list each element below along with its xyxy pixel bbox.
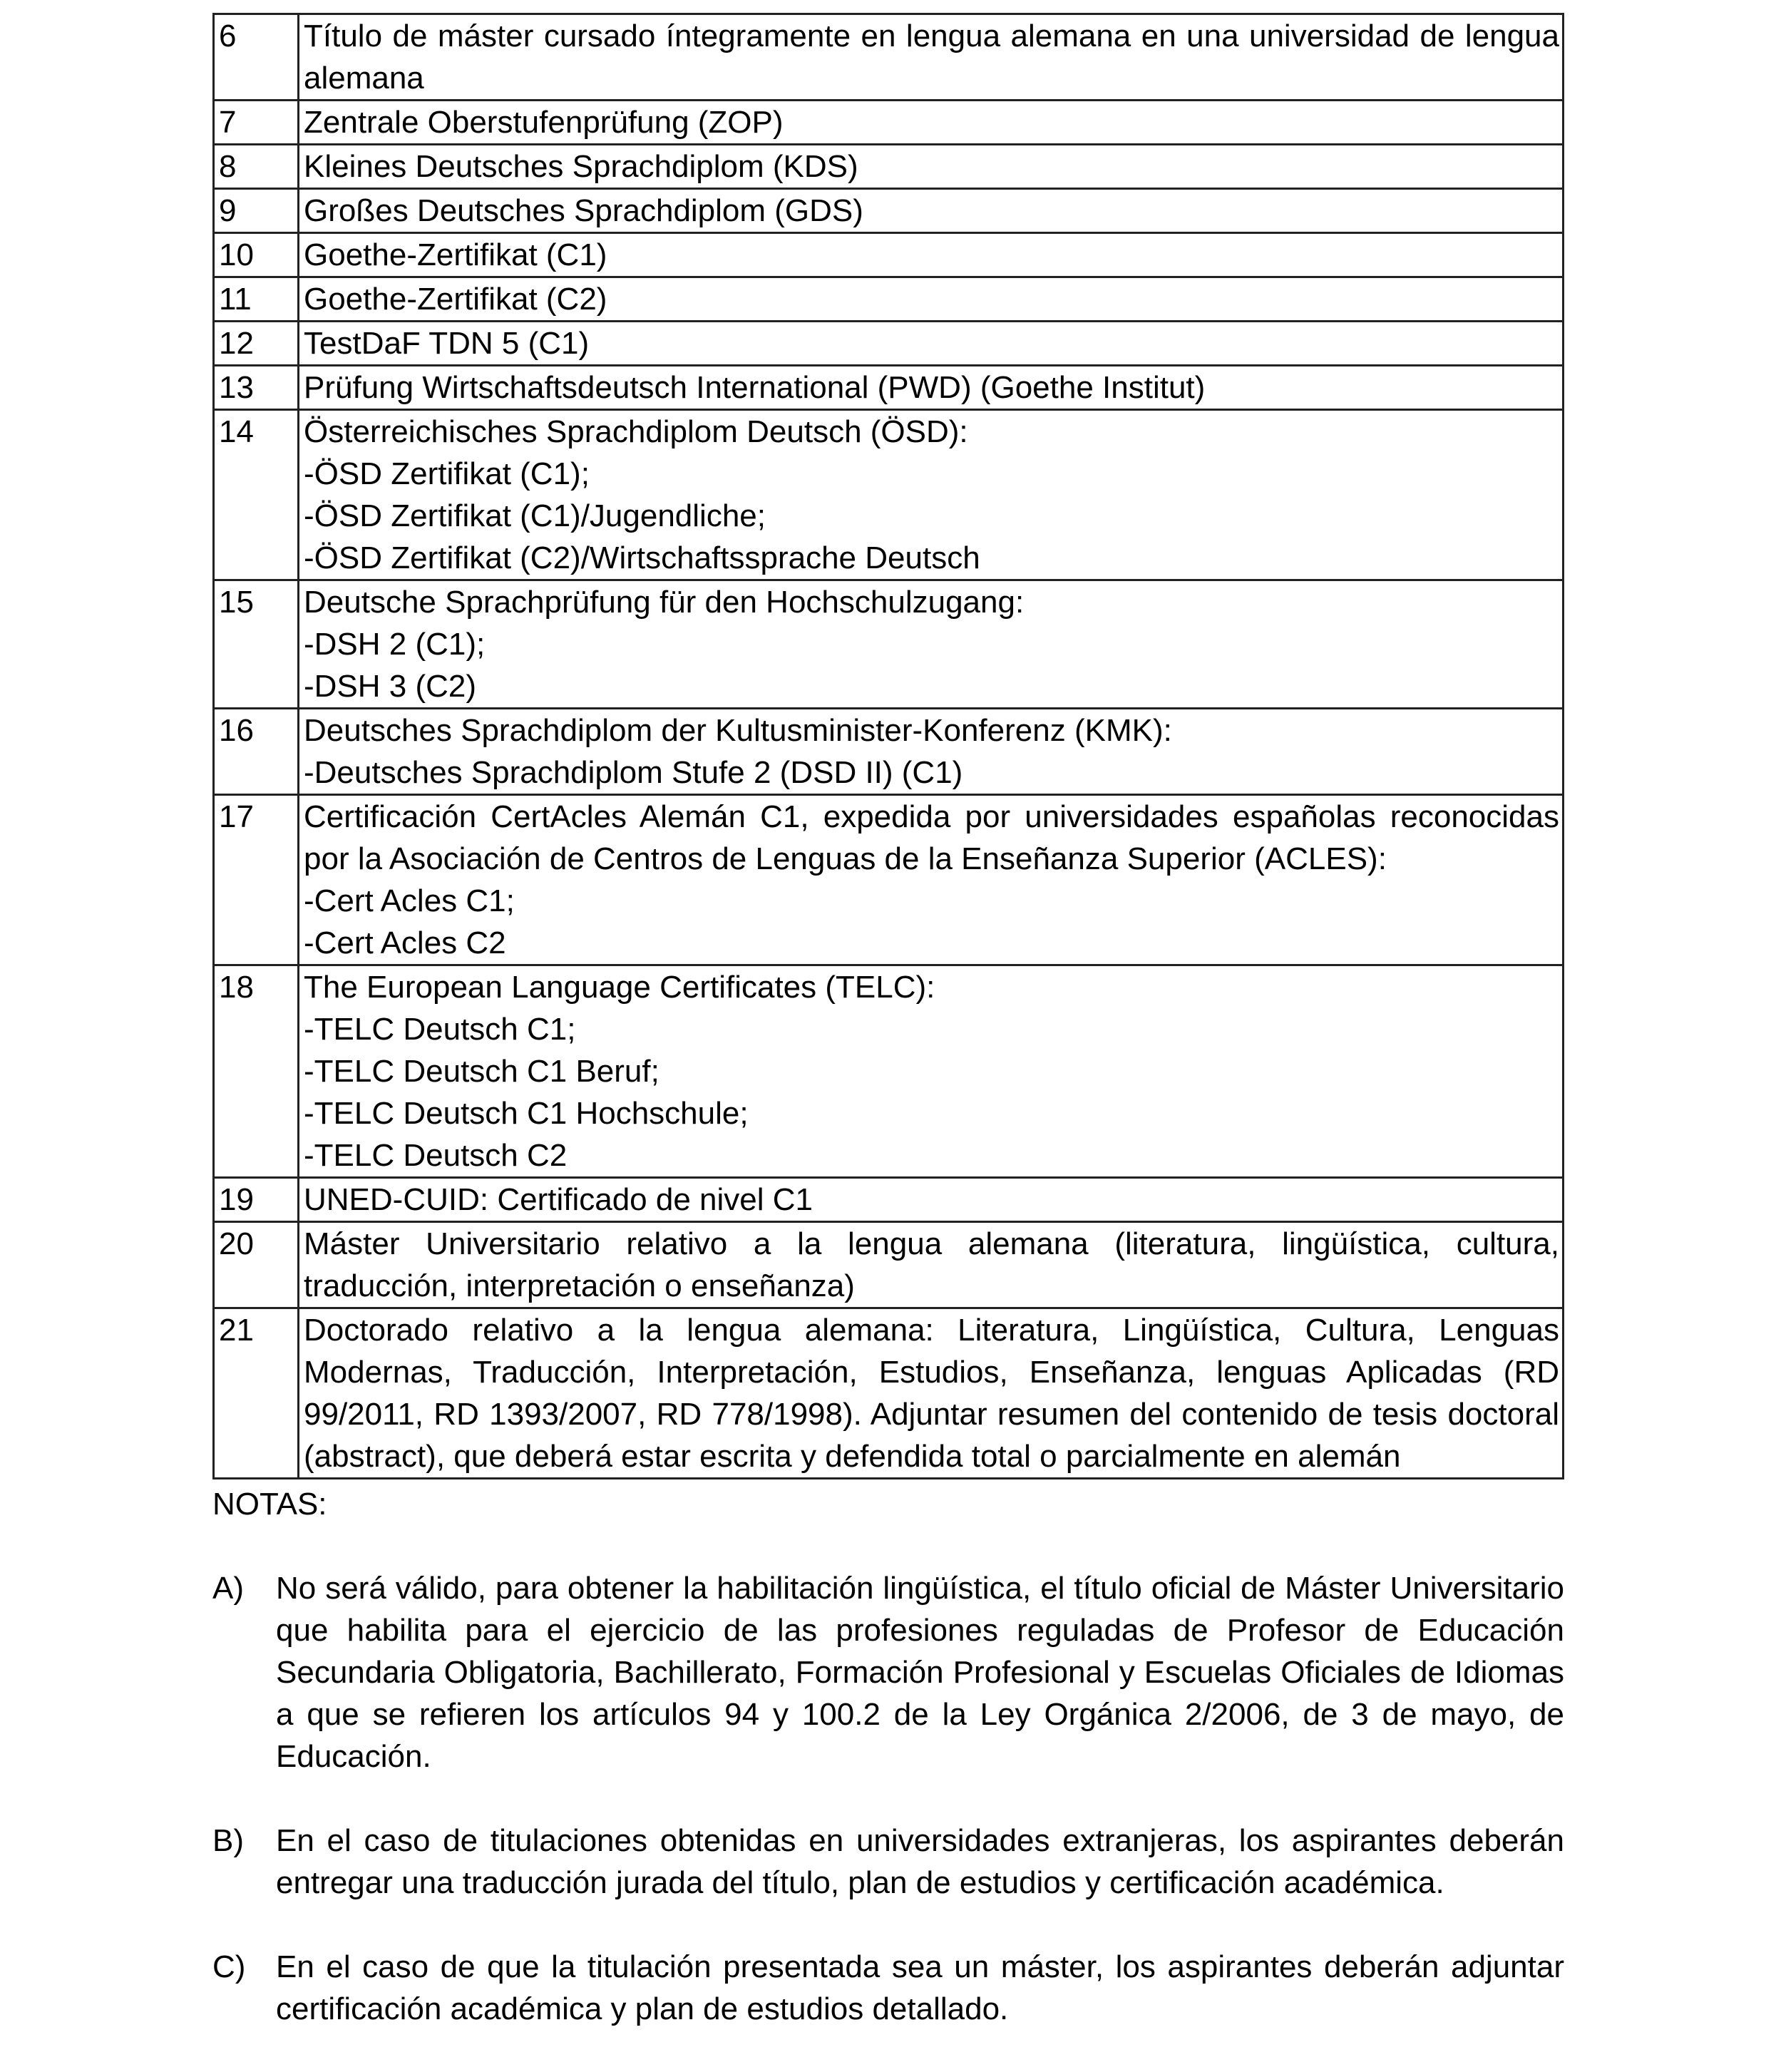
certificate-description (299, 965, 1564, 1178)
note-text: En el caso de titulaciones obtenidas en universidades extranjeras, los aspirantes deberán entregar una traducción jurada del título, plan de estudios y certificación académica. (276, 1823, 1564, 1900)
certificate-number: 7 (214, 101, 299, 145)
certificate-row (214, 189, 1564, 233)
certificate-title: The European Language Certificates (TELC): (304, 970, 935, 1005)
certificate-title: Goethe-Zertifikat (C1) (304, 237, 607, 272)
certificate-row (214, 580, 1564, 709)
certificate-row (214, 101, 1564, 145)
certificate-description (299, 322, 1564, 366)
certificate-number: 9 (214, 189, 299, 233)
certificate-description (299, 1308, 1564, 1479)
certificate-description (299, 101, 1564, 145)
certificate-title: Deutsches Sprachdiplom der Kultusminister-Konferenz (KMK): (304, 713, 1172, 748)
certificate-title: Máster Universitario relativo a la lengua alemana (literatura, lingüística, cultura, traducción, interpretación o enseñanza) (304, 1226, 1559, 1303)
certificate-title: Título de máster cursado íntegramente en lengua alemana en una universidad de lengua alemana (304, 19, 1559, 96)
certificate-row (214, 709, 1564, 795)
certificates-table-body (214, 14, 1564, 1479)
certificate-sublevel: -TELC Deutsch C1 Hochschule; (304, 1096, 749, 1131)
certificate-title: Zentrale Oberstufenprüfung (ZOP) (304, 105, 784, 140)
certificate-number: 13 (214, 366, 299, 410)
notes-title: NOTAS: (212, 1487, 327, 1522)
certificate-description (299, 277, 1564, 322)
certificate-description (299, 14, 1564, 101)
certificate-title: UNED-CUID: Certificado de nivel C1 (304, 1182, 813, 1217)
certificate-title: TestDaF TDN 5 (C1) (304, 326, 590, 361)
note-label: A) (212, 1571, 244, 1606)
certificate-title: Certificación CertAcles Alemán C1, expedida por universidades españolas reconocidas por la Asociación de Centros de Lenguas de la Enseñanza Superior (ACLES): (304, 799, 1559, 876)
note-c (212, 1946, 1564, 2030)
certificate-description (299, 189, 1564, 233)
certificate-sublevel: -ÖSD Zertifikat (C2)/Wirtschaftssprache Deutsch (304, 540, 980, 575)
certificate-number: 11 (214, 277, 299, 322)
certificate-row (214, 1178, 1564, 1222)
certificate-sublevel: -TELC Deutsch C1 Beruf; (304, 1054, 659, 1089)
certificate-sublevel: -DSH 2 (C1); (304, 627, 486, 662)
certificate-row (214, 795, 1564, 965)
certificate-sublevel: -TELC Deutsch C2 (304, 1138, 568, 1173)
certificate-number: 8 (214, 145, 299, 189)
certificate-row (214, 322, 1564, 366)
certificate-sublevel: -Cert Acles C2 (304, 925, 506, 960)
note-text: No será válido, para obtener la habilitación lingüística, el título oficial de Máster Universitario que habilita para el ejercicio de las profesiones reguladas de Profesor de Educación Secundaria Obligatoria, Bachillerato, Formación Profesional y Escuelas Oficiales de Idiomas a que se refieren los artículos 94 y 100.2 de la Ley Orgánica 2/2006, de 3 de mayo, de Educación. (276, 1571, 1564, 1774)
notes-section (212, 1483, 1564, 2072)
certificate-number: 17 (214, 795, 299, 965)
certificate-title: Großes Deutsches Sprachdiplom (GDS) (304, 193, 863, 228)
certificate-row (214, 366, 1564, 410)
certificate-title: Goethe-Zertifikat (C2) (304, 282, 607, 317)
certificate-number: 10 (214, 233, 299, 277)
certificate-row (214, 1222, 1564, 1308)
certificate-description (299, 145, 1564, 189)
certificate-description (299, 233, 1564, 277)
certificate-row (214, 965, 1564, 1178)
certificate-sublevel: -TELC Deutsch C1; (304, 1012, 576, 1047)
certificate-sublevel: -ÖSD Zertifikat (C1); (304, 456, 590, 491)
certificate-description (299, 580, 1564, 709)
certificate-number: 12 (214, 322, 299, 366)
certificate-row (214, 14, 1564, 101)
certificate-sublevel: -ÖSD Zertifikat (C1)/Jugendliche; (304, 498, 766, 533)
certificate-sublevel: -Deutsches Sprachdiplom Stufe 2 (DSD II) (C1) (304, 755, 963, 790)
certificate-row (214, 233, 1564, 277)
certificate-row (214, 277, 1564, 322)
certificate-title: Doctorado relativo a la lengua alemana: Literatura, Lingüística, Cultura, Lenguas Modernas, Traducción, Interpretación, Estudios, Enseñanza, lenguas Aplicadas (RD 99/2011, RD 1393/2007, RD 778/1998). Adjuntar resumen del contenido de tesis doctoral (abstract), que deberá estar escrita y defendida total o parcialmente en alemán (304, 1313, 1559, 1474)
certificate-description (299, 1222, 1564, 1308)
certificate-title: Österreichisches Sprachdiplom Deutsch (ÖSD): (304, 414, 968, 449)
certificate-description (299, 709, 1564, 795)
note-a (212, 1567, 1564, 1778)
certificate-title: Prüfung Wirtschaftsdeutsch International (PWD) (Goethe Institut) (304, 370, 1206, 405)
certificate-number: 6 (214, 14, 299, 101)
note-text: En el caso de que la titulación presentada sea un máster, los aspirantes deberán adjuntar certificación académica y plan de estudios detallado. (276, 1949, 1564, 2026)
certificate-sublevel: -DSH 3 (C2) (304, 669, 477, 704)
certificate-title: Kleines Deutsches Sprachdiplom (KDS) (304, 149, 858, 184)
certificate-sublevel: -Cert Acles C1; (304, 883, 515, 918)
certificate-description (299, 366, 1564, 410)
note-label: B) (212, 1823, 244, 1858)
certificate-row (214, 1308, 1564, 1479)
certificate-title: Deutsche Sprachprüfung für den Hochschulzugang: (304, 585, 1025, 620)
note-label: C) (212, 1949, 246, 1984)
certificate-number: 20 (214, 1222, 299, 1308)
certificate-description (299, 795, 1564, 965)
certificate-description (299, 1178, 1564, 1222)
certificate-number: 14 (214, 410, 299, 580)
certificate-number: 16 (214, 709, 299, 795)
certificate-number: 18 (214, 965, 299, 1178)
certificate-number: 21 (214, 1308, 299, 1479)
certificate-row (214, 410, 1564, 580)
certificate-number: 15 (214, 580, 299, 709)
note-b (212, 1820, 1564, 1904)
certificates-table (212, 13, 1564, 1479)
certificate-description (299, 410, 1564, 580)
certificate-row (214, 145, 1564, 189)
certificate-number: 19 (214, 1178, 299, 1222)
